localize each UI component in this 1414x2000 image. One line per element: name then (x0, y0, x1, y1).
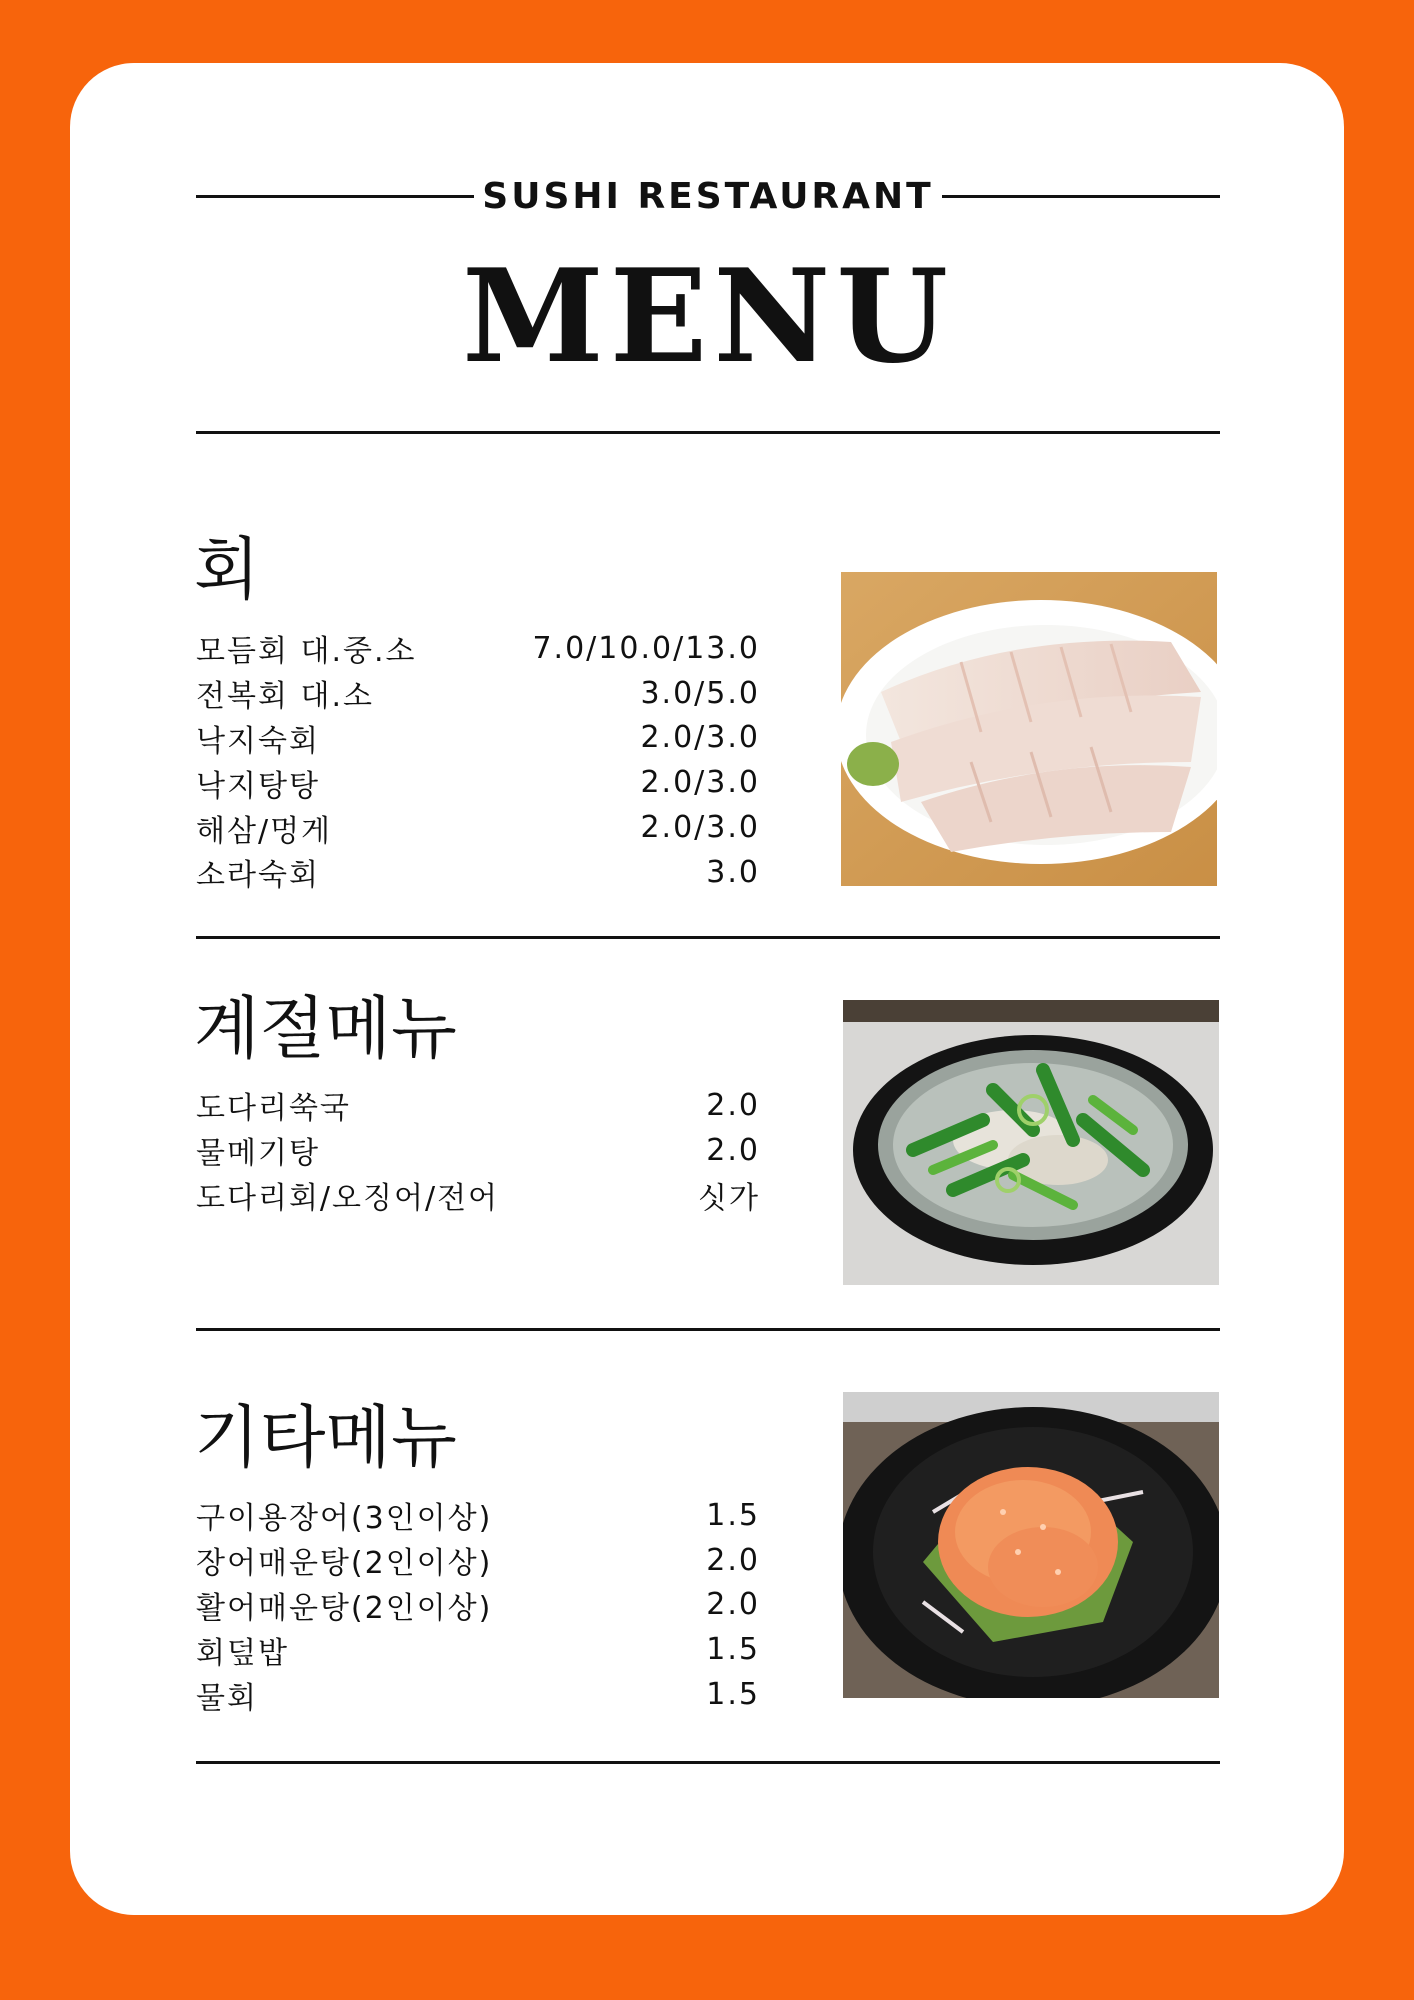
menu-item (196, 1672, 760, 1717)
item-price: 1.5 (706, 1632, 760, 1668)
brand-name: SUSHI RESTAURANT (482, 175, 934, 217)
item-name: 낙지탕탕 (196, 768, 320, 804)
menu-item (196, 1173, 760, 1218)
menu-item (196, 1538, 760, 1583)
brand-left-rule (196, 195, 474, 198)
section-title-sashimi: 회 (194, 531, 260, 610)
item-price: 1.5 (706, 1677, 760, 1713)
seasonal-soup-photo (843, 1000, 1219, 1285)
item-price: 2.0/3.0 (640, 810, 760, 846)
menu-item (196, 1128, 760, 1173)
section-other-items (196, 1493, 760, 1717)
item-name: 장어매운탕(2인이상) (196, 1546, 493, 1582)
item-price: 7.0/10.0/13.0 (532, 630, 760, 666)
menu-item (196, 1083, 760, 1128)
section-title-other: 기타메뉴 (194, 1399, 457, 1478)
item-price: 2.0 (706, 1087, 760, 1123)
item-name: 회덮밥 (196, 1635, 289, 1671)
section-title-seasonal: 계절메뉴 (194, 990, 457, 1069)
brand-header (196, 174, 1220, 218)
divider-1 (196, 431, 1220, 434)
item-name: 물회 (196, 1680, 258, 1716)
menu-item (196, 626, 760, 671)
divider-2 (196, 936, 1220, 939)
menu-item (196, 671, 760, 716)
item-name: 낙지숙회 (196, 723, 320, 759)
item-name: 해삼/멍게 (196, 813, 333, 849)
item-name: 구이용장어(3인이상) (196, 1501, 493, 1537)
item-name: 전복회 대.소 (196, 679, 374, 715)
brand-right-rule (942, 195, 1220, 198)
section-seasonal-items (196, 1083, 760, 1217)
menu-item (196, 1627, 760, 1672)
item-name: 활어매운탕(2인이상) (196, 1590, 493, 1626)
menu-item (196, 1493, 760, 1538)
item-name: 소라숙회 (196, 858, 320, 894)
item-name: 물메기탕 (196, 1136, 320, 1172)
item-price: 2.0/3.0 (640, 765, 760, 801)
item-price: 2.0 (706, 1132, 760, 1168)
menu-item (196, 760, 760, 805)
divider-4 (196, 1761, 1220, 1764)
item-name: 모듬회 대.중.소 (196, 634, 417, 670)
item-price: 2.0 (706, 1587, 760, 1623)
menu-item (196, 1583, 760, 1628)
sashimi-platter-photo (841, 572, 1217, 886)
section-sashimi-items (196, 626, 760, 895)
menu-item (196, 716, 760, 761)
menu-item (196, 805, 760, 850)
item-name: 도다리회/오징어/전어 (196, 1180, 500, 1216)
raw-fish-bowl-photo (843, 1392, 1219, 1698)
item-price: 3.0/5.0 (640, 675, 760, 711)
item-price: 2.0/3.0 (640, 720, 760, 756)
item-price: 1.5 (706, 1497, 760, 1533)
item-price: 2.0 (706, 1542, 760, 1578)
menu-item (196, 850, 760, 895)
item-price: 싯가 (698, 1180, 760, 1216)
divider-3 (196, 1328, 1220, 1331)
item-price: 3.0 (706, 854, 760, 890)
menu-title: MENU (462, 242, 954, 392)
item-name: 도다리쑥국 (196, 1091, 351, 1127)
